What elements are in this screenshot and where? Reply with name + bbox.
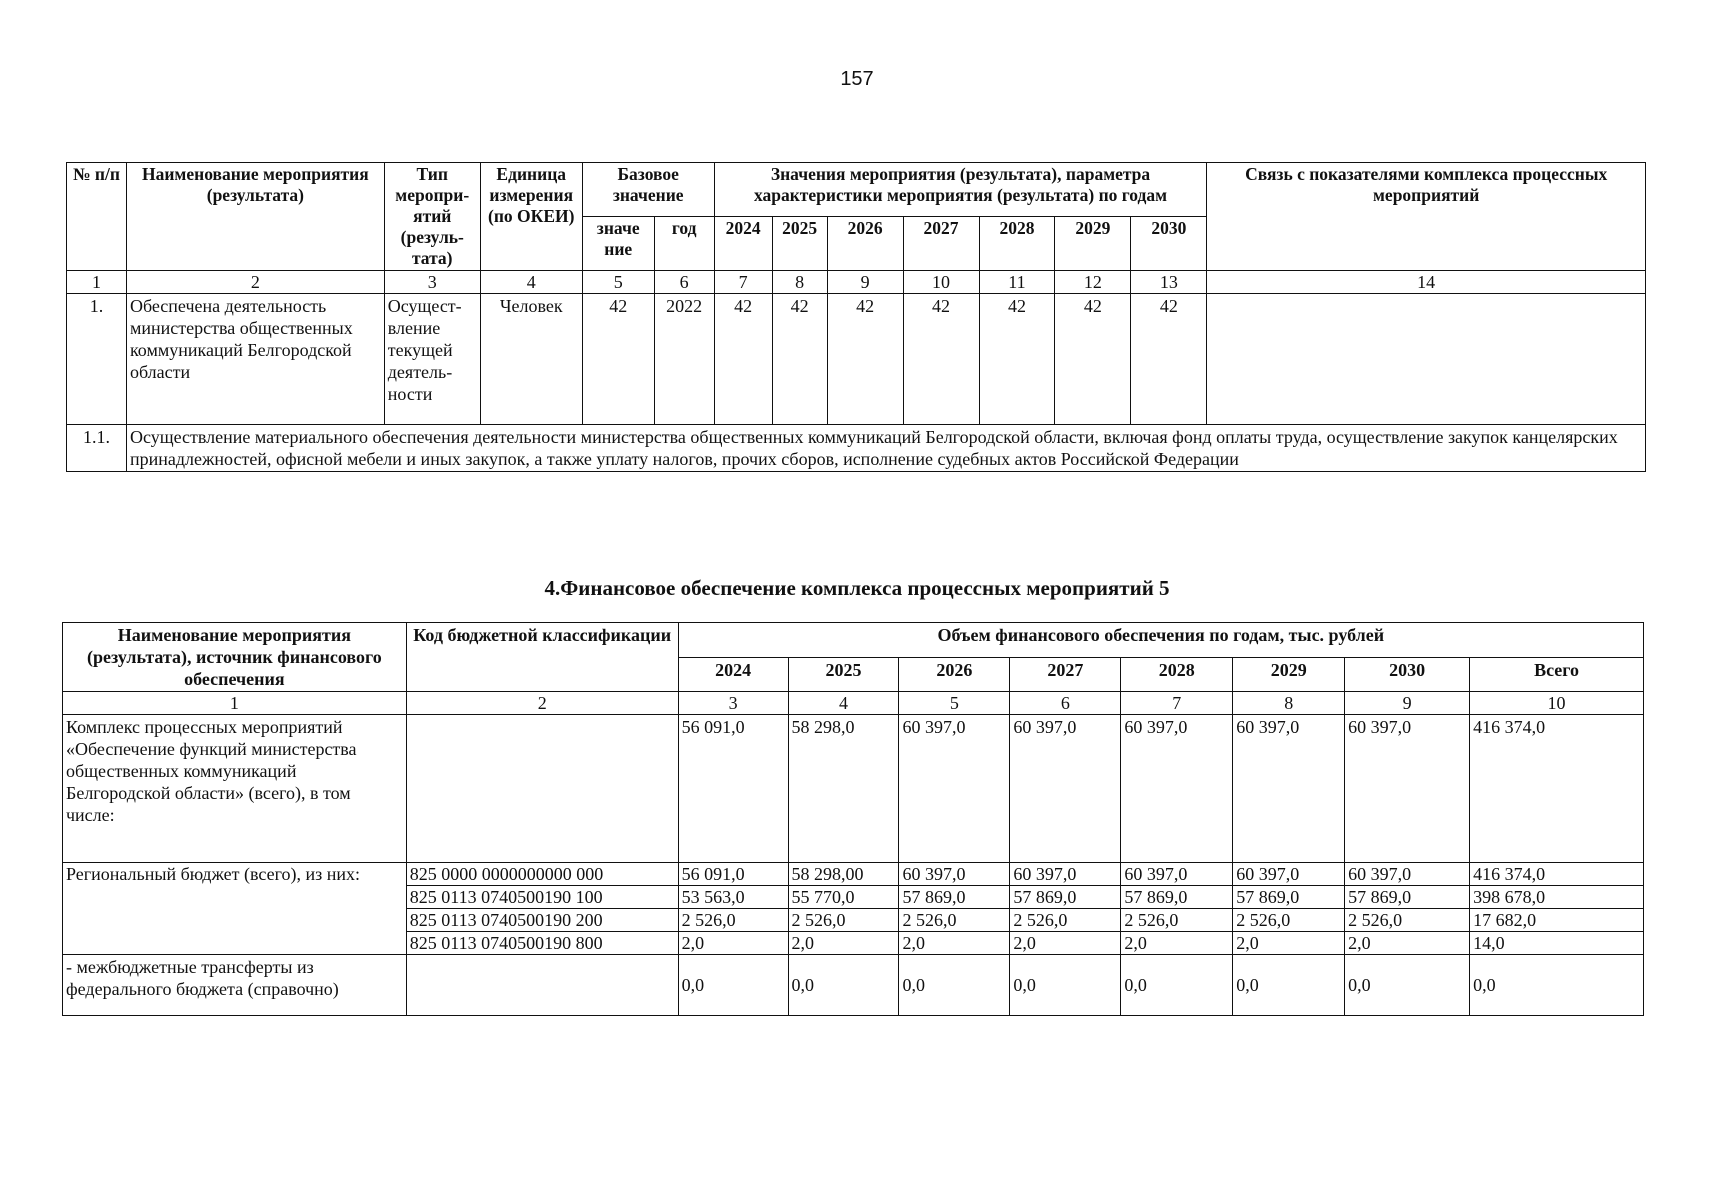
index-cell: 13 [1131,271,1207,294]
header-year: 2029 [1055,217,1131,271]
index-cell: 10 [903,271,979,294]
index-cell: 8 [1233,692,1345,715]
row-unit: Человек [480,294,582,425]
regional-value: 2,0 [1233,932,1345,955]
federal-value: 0,0 [899,955,1010,1016]
complex-value: 60 397,0 [899,715,1010,863]
complex-code [406,715,678,863]
regional-value: 2,0 [899,932,1010,955]
financing-table [62,622,1644,1016]
complex-value: 60 397,0 [1233,715,1345,863]
header-name: Наименование мероприятия (результата), источник финансового обеспечения [63,623,407,692]
index-cell: 2 [406,692,678,715]
header-year: 2030 [1131,217,1207,271]
index-cell: 3 [678,692,788,715]
row-link [1207,294,1646,425]
row-value: 42 [1055,294,1131,425]
row-base-value: 42 [582,294,654,425]
table-row [67,294,1646,425]
index-cell: 1 [67,271,127,294]
regional-value: 60 397,0 [899,863,1010,886]
regional-total: 416 374,0 [1470,863,1644,886]
index-cell: 5 [899,692,1010,715]
federal-value: 0,0 [1121,955,1233,1016]
budget-code: 825 0000 0000000000 000 [406,863,678,886]
federal-value: 0,0 [1345,955,1470,1016]
regional-value: 2 526,0 [1121,909,1233,932]
regional-value: 56 091,0 [678,863,788,886]
header-year: 2024 [714,217,772,271]
row-name: Обеспечена деятельность министерства общественных коммуникаций Белгородской области [126,294,384,425]
federal-total: 0,0 [1470,955,1644,1016]
header-total: Всего [1470,657,1644,692]
row-value: 42 [772,294,827,425]
header-base-year: год [654,217,714,271]
row-description: Осуществление материального обеспечения деятельности министерства общественных коммуникаций Белгородской области, включая фонд оплаты труда, осуществление закупок канцелярских принадлежностей, офисной мебели и иных закупок, а также уплату налогов, прочих сборов, исполнение судебных актов Российской Федерации [126,425,1645,472]
regional-value: 2,0 [788,932,899,955]
row-base-year: 2022 [654,294,714,425]
regional-value: 57 869,0 [1233,886,1345,909]
federal-value: 0,0 [788,955,899,1016]
index-row [67,271,1646,294]
regional-value: 57 869,0 [1345,886,1470,909]
federal-code [406,955,678,1016]
header-link: Связь с показателями комплекса процессных мероприятий [1207,163,1646,271]
regional-value: 2,0 [1345,932,1470,955]
index-cell: 8 [772,271,827,294]
header-year: 2029 [1233,657,1345,692]
header-year: 2027 [1010,657,1121,692]
regional-value: 60 397,0 [1345,863,1470,886]
table-row [63,715,1644,863]
regional-value: 2 526,0 [1345,909,1470,932]
row-value: 42 [979,294,1055,425]
header-code: Код бюджетной классификации [406,623,678,692]
regional-value: 2,0 [1121,932,1233,955]
index-cell: 3 [384,271,480,294]
budget-code: 825 0113 0740500190 100 [406,886,678,909]
index-row [63,692,1644,715]
header-base-value: значе ние [582,217,654,271]
regional-value: 58 298,00 [788,863,899,886]
header-year: 2028 [1121,657,1233,692]
regional-value: 2 526,0 [1233,909,1345,932]
header-year: 2025 [788,657,899,692]
header-unit: Единица измерения (по ОКЕИ) [480,163,582,271]
row-value: 42 [714,294,772,425]
complex-value: 60 397,0 [1121,715,1233,863]
index-cell: 2 [126,271,384,294]
budget-code: 825 0113 0740500190 800 [406,932,678,955]
regional-value: 2,0 [678,932,788,955]
row-value: 42 [827,294,903,425]
header-year: 2026 [827,217,903,271]
index-cell: 6 [654,271,714,294]
regional-value: 57 869,0 [1010,886,1121,909]
complex-value: 60 397,0 [1345,715,1470,863]
complex-total: 416 374,0 [1470,715,1644,863]
complex-value: 60 397,0 [1010,715,1121,863]
page-number: 157 [840,68,874,90]
index-cell: 14 [1207,271,1646,294]
header-volume: Объем финансового обеспечения по годам, тыс. рублей [678,623,1643,658]
regional-name: Региональный бюджет (всего), из них: [63,863,407,955]
header-name: Наименование мероприятия (результата) [126,163,384,271]
header-year: 2028 [979,217,1055,271]
federal-name: - межбюджетные трансферты из федерального бюджета (справочно) [63,955,407,1016]
regional-value: 60 397,0 [1121,863,1233,886]
regional-value: 2 526,0 [678,909,788,932]
index-cell: 10 [1470,692,1644,715]
header-num: № п/п [67,163,127,271]
row-value: 42 [1131,294,1207,425]
complex-name: Комплекс процессных мероприятий «Обеспечение функций министерства общественных коммуникаций Белгородской области» (всего), в том числе: [63,715,407,863]
table-row [67,425,1646,472]
regional-value: 53 563,0 [678,886,788,909]
header-year: 2025 [772,217,827,271]
table-row [63,863,1644,886]
regional-total: 398 678,0 [1470,886,1644,909]
federal-value: 0,0 [1010,955,1121,1016]
header-year: 2024 [678,657,788,692]
index-cell: 11 [979,271,1055,294]
header-year: 2030 [1345,657,1470,692]
table-row [63,955,1644,1016]
index-cell: 4 [788,692,899,715]
regional-value: 2 526,0 [788,909,899,932]
regional-value: 57 869,0 [1121,886,1233,909]
regional-total: 14,0 [1470,932,1644,955]
regional-total: 17 682,0 [1470,909,1644,932]
index-cell: 5 [582,271,654,294]
results-table [66,162,1646,472]
regional-value: 60 397,0 [1233,863,1345,886]
budget-code: 825 0113 0740500190 200 [406,909,678,932]
index-cell: 4 [480,271,582,294]
section-title: 4.Финансовое обеспечение комплекса процессных мероприятий 5 [544,576,1170,600]
regional-value: 2 526,0 [1010,909,1121,932]
header-year: 2026 [899,657,1010,692]
federal-value: 0,0 [678,955,788,1016]
complex-value: 58 298,0 [788,715,899,863]
complex-value: 56 091,0 [678,715,788,863]
row-value: 42 [903,294,979,425]
header-type: Тип меропри-ятий (резуль-тата) [384,163,480,271]
row-num: 1.1. [67,425,127,472]
index-cell: 6 [1010,692,1121,715]
index-cell: 7 [714,271,772,294]
regional-value: 60 397,0 [1010,863,1121,886]
index-cell: 9 [827,271,903,294]
header-year: 2027 [903,217,979,271]
header-values: Значения мероприятия (результата), параметра характеристики мероприятия (результата) по годам [714,163,1207,217]
index-cell: 9 [1345,692,1470,715]
index-cell: 12 [1055,271,1131,294]
regional-value: 57 869,0 [899,886,1010,909]
regional-value: 2 526,0 [899,909,1010,932]
index-cell: 1 [63,692,407,715]
federal-value: 0,0 [1233,955,1345,1016]
regional-value: 2,0 [1010,932,1121,955]
row-type: Осущест-вление текущей деятель-ности [384,294,480,425]
header-base: Базовое значение [582,163,714,217]
regional-value: 55 770,0 [788,886,899,909]
index-cell: 7 [1121,692,1233,715]
row-num: 1. [67,294,127,425]
